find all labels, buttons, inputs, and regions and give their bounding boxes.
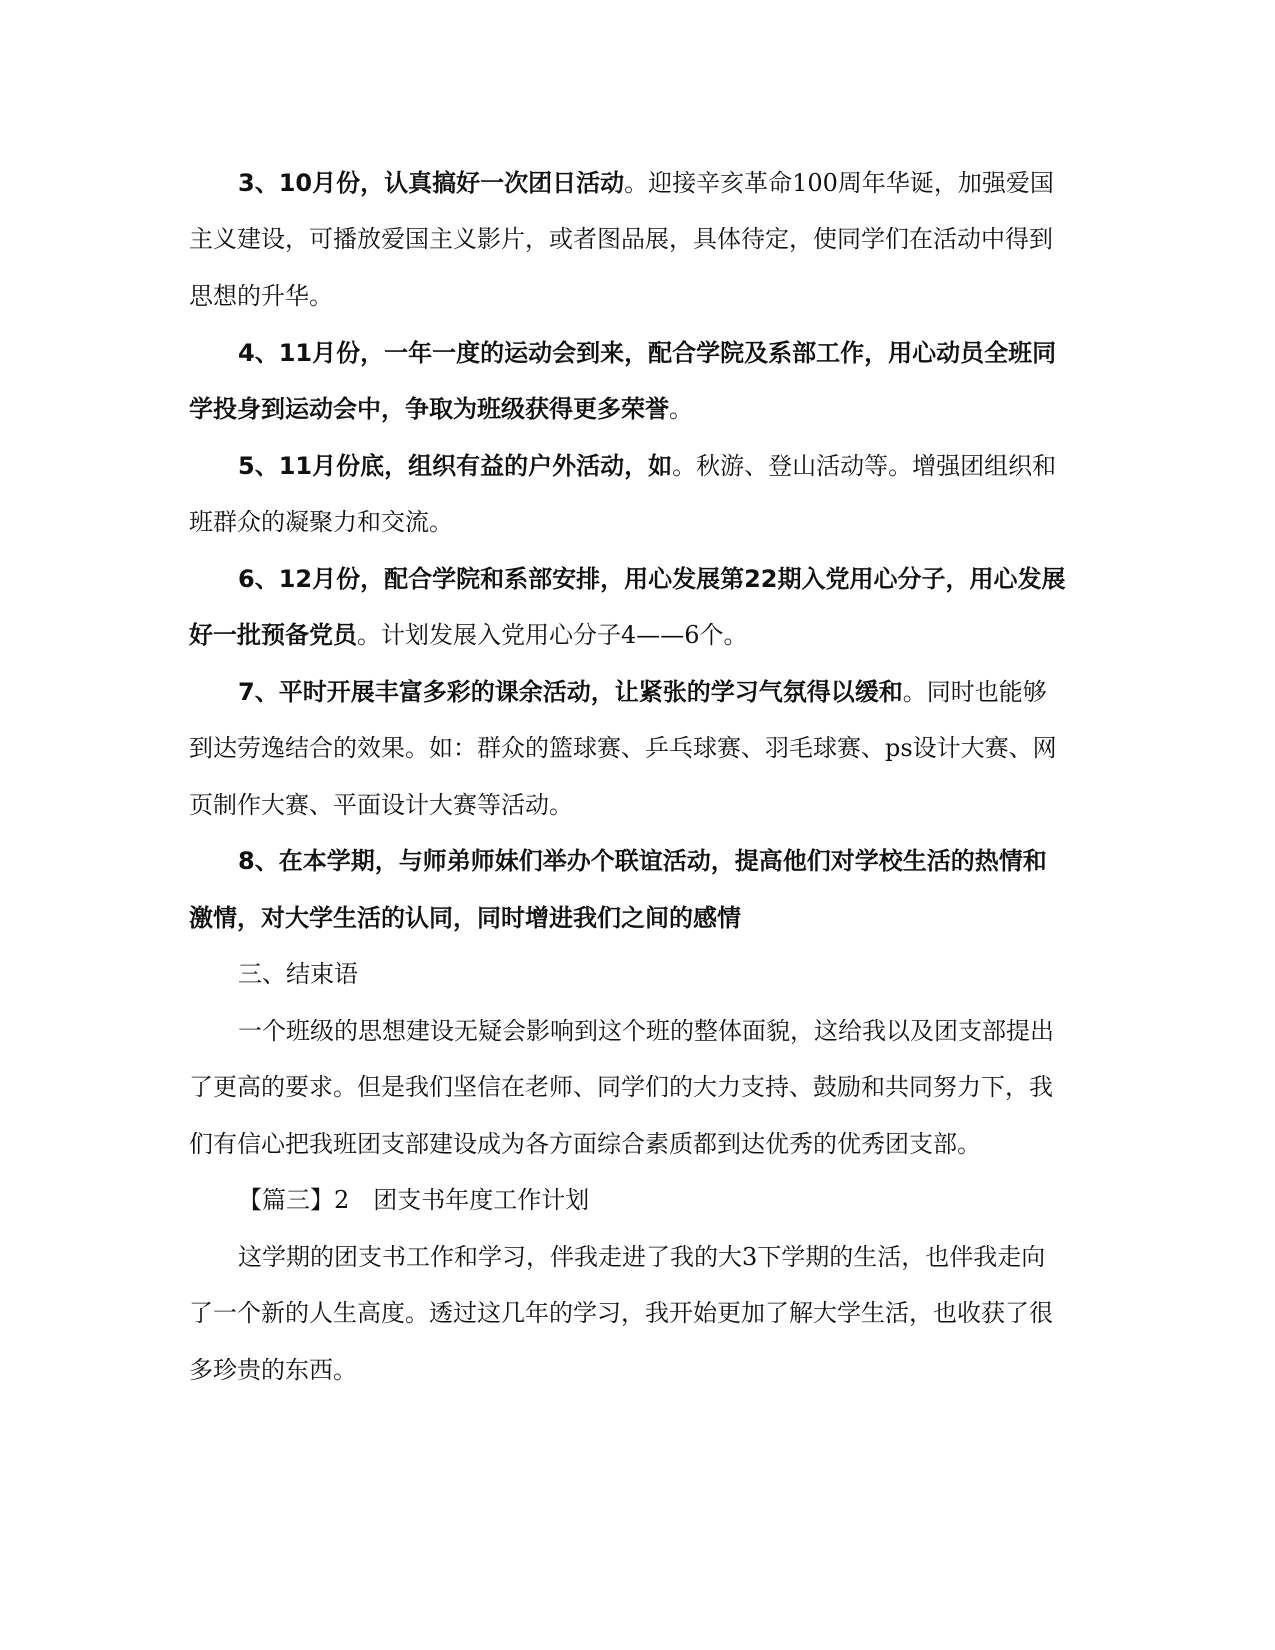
paragraph-3-line-2: 主义建设，可播放爱国主义影片，或者图品展，具体待定，使同学们在活动中得到 (189, 225, 1053, 253)
paragraph-7-line-3: 页制作大赛、平面设计大赛等活动。 (189, 791, 573, 819)
paragraph-7-line-1 (238, 677, 1138, 707)
paragraph-4-tail: 。 (669, 395, 693, 423)
paragraph-4-line-1: 4、11月份，一年一度的运动会到来，配合学院及系部工作，用心动员全班同 (238, 339, 1057, 367)
conclusion-line-2: 了更高的要求。但是我们坚信在老师、同学们的大力支持、鼓励和共同努力下，我 (189, 1073, 1053, 1101)
intro-line-1: 这学期的团支书工作和学习，伴我走进了我的大3下学期的生活，也伴我走向 (238, 1243, 1046, 1271)
paragraph-6-line-1: 6、12月份，配合学院和系部安排，用心发展第22期入党用心分子，用心发展 (238, 565, 1066, 593)
paragraph-4-line-2 (189, 394, 1089, 424)
paragraph-6-bold-text: 好一批预备党员 (189, 621, 357, 649)
paragraph-8-line-2: 激情，对大学生活的认同，同时增进我们之间的感情 (189, 904, 741, 932)
paragraph-7-line-2: 到达劳逸结合的效果。如：群众的篮球赛、乒乓球赛、羽毛球赛、ps设计大赛、网 (189, 734, 1057, 762)
paragraph-7-text: 。同时也能够 (902, 678, 1047, 706)
paragraph-3-text: 。迎接辛亥革命100周年华诞，加强爱国 (624, 169, 1054, 197)
paragraph-3-line-3: 思想的升华。 (189, 282, 333, 310)
intro-line-3: 多珍贵的东西。 (189, 1356, 357, 1384)
conclusion-line-3: 们有信心把我班团支部建设成为各方面综合素质都到达优秀的优秀团支部。 (189, 1130, 981, 1158)
paragraph-6-line-2 (189, 620, 1089, 650)
section-heading-conclusion: 三、结束语 (238, 960, 358, 988)
conclusion-line-1: 一个班级的思想建设无疑会影响到这个班的整体面貌，这给我以及团支部提出 (238, 1017, 1054, 1045)
paragraph-3-line-1 (238, 168, 1138, 198)
paragraph-7-heading: 7、平时开展丰富多彩的课余活动，让紧张的学习气氛得以缓和 (238, 678, 903, 706)
paragraph-3-heading: 3、10月份，认真搞好一次团日活动 (238, 169, 625, 197)
paragraph-5-line-1 (238, 451, 1138, 481)
paragraph-5-text: 。秋游、登山活动等。增强团组织和 (672, 452, 1057, 480)
paragraph-5-heading: 5、11月份底，组织有益的户外活动，如 (238, 452, 673, 480)
paragraph-8-line-1: 8、在本学期，与师弟师妹们举办个联谊活动，提高他们对学校生活的热情和 (238, 847, 1047, 875)
intro-line-2: 了一个新的人生高度。透过这几年的学习，我开始更加了解大学生活，也收获了很 (189, 1299, 1053, 1327)
section-title: 【篇三】2 团支书年度工作计划 (238, 1186, 590, 1214)
paragraph-5-line-2: 班群众的凝聚力和交流。 (189, 508, 453, 536)
paragraph-6-text: 。计划发展入党用心分子4——6个。 (357, 621, 748, 649)
paragraph-4-bold-text: 学投身到运动会中，争取为班级获得更多荣誉 (189, 395, 669, 423)
